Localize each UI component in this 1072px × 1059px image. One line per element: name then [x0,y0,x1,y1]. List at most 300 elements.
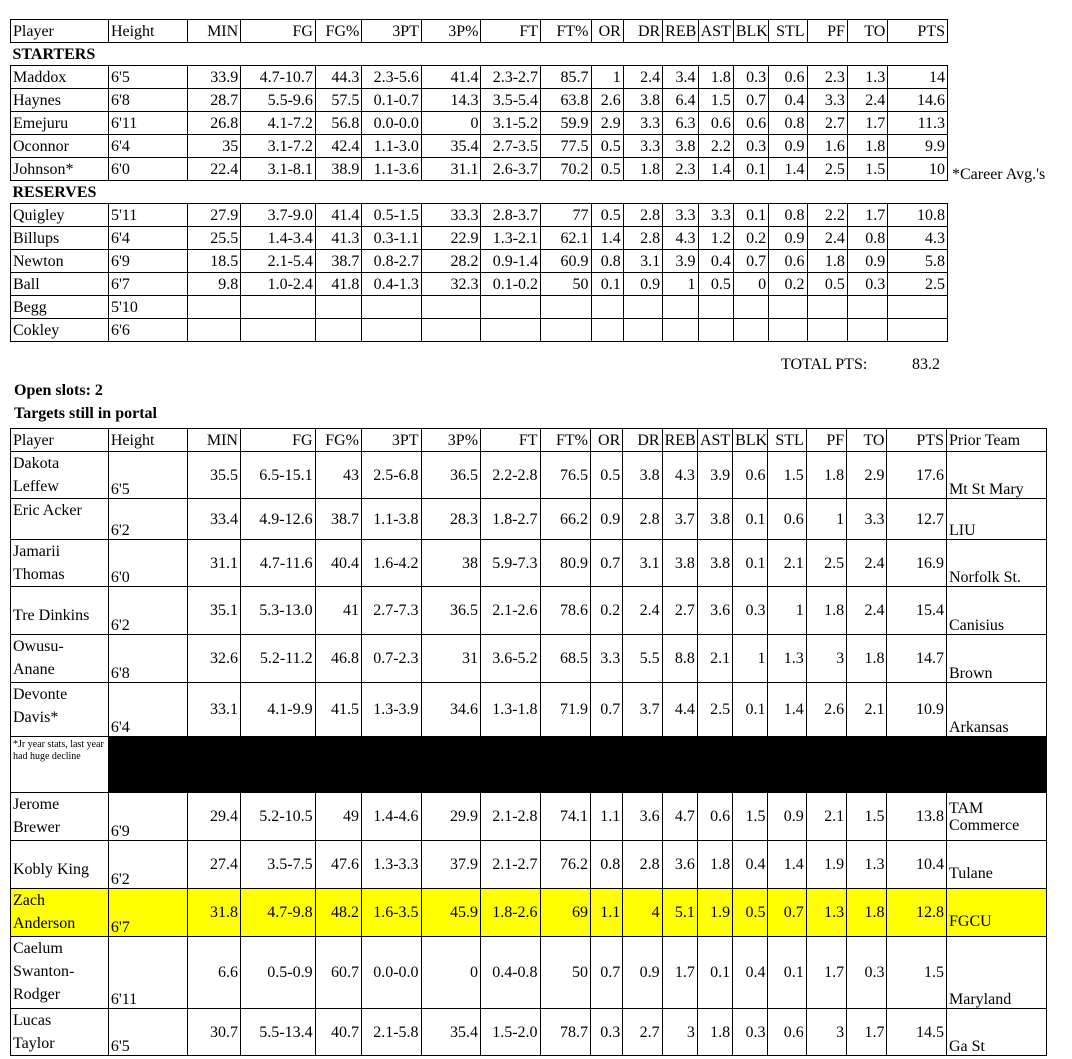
table-cell [591,319,623,342]
stat-cell: 0.5 [733,889,768,937]
stat-cell: 1.5 [847,793,887,841]
table-cell: 6'5 [108,66,187,89]
stat-cell: 2.1-2.7 [481,841,541,889]
stat-cell: 3.7 [662,499,697,540]
table-cell: 4.3 [888,227,948,250]
table-cell: 0.4 [698,250,733,273]
stat-cell: 3.8 [697,540,732,587]
stat-cell: 2.6 [806,683,846,737]
column-header: OR [591,20,623,43]
stat-cell: 0.2 [590,587,622,635]
stat-cell: 76.2 [540,841,590,889]
column-header: PF [806,429,846,452]
stat-cell: 1.4 [768,683,806,737]
table-cell: 0.9 [769,135,807,158]
stat-cell: 4.7-11.6 [240,540,315,587]
stat-cell: 2.1 [806,793,846,841]
open-slots: Open slots: 2 [14,382,103,399]
stat-cell: 16.9 [887,540,947,587]
column-header: BLK [733,429,768,452]
table-cell: 0.8 [769,204,807,227]
column-header: FG [241,20,316,43]
table-cell: 3.3 [663,204,698,227]
player-name-line: Lucas [13,1012,52,1029]
table-cell: 0.6 [769,66,807,89]
stat-cell: 33.1 [187,683,240,737]
stat-cell: 71.9 [540,683,590,737]
stat-cell: 78.7 [540,1009,590,1056]
stat-cell: 31.8 [187,889,240,937]
stat-cell: 29.4 [187,793,240,841]
player-name-line: Anderson [13,915,76,932]
footnote-text: *Jr year stats, last year had huge decline [11,737,109,793]
stat-cell: 41.5 [315,683,361,737]
stat-cell: 2.7 [623,1009,662,1056]
table-cell: 2.8-3.7 [481,204,541,227]
player-name: Begg [11,296,109,319]
table-cell: 5.5-9.6 [241,89,316,112]
header-row [11,429,1047,452]
player-name: Oconnor [11,135,109,158]
table-cell: 0.3-1.1 [362,227,422,250]
column-header: BLK [733,20,768,43]
table-cell: 0.3 [733,66,768,89]
player-height: 6'4 [108,683,187,737]
stat-cell: 66.2 [540,499,590,540]
stat-cell: 1.3 [806,889,846,937]
column-header: FT% [540,429,590,452]
table-row [11,135,948,158]
table-cell: 3.3 [623,112,662,135]
player-name-line: Swanton- [13,963,75,980]
reserves-section [11,181,948,204]
table-cell: 1.8 [698,66,733,89]
stat-cell: 0.1 [733,683,768,737]
table-cell: 2.7 [807,112,847,135]
table-cell: 3.4 [663,66,698,89]
table-cell: 0.3 [733,135,768,158]
prior-team: Canisius [947,587,1047,635]
table-cell: 70.2 [541,158,591,181]
table-cell [769,296,807,319]
redacted-bar [108,737,1046,793]
table-cell: 2.3-5.6 [362,66,422,89]
stat-cell: 15.4 [887,587,947,635]
player-name-line: Brewer [13,819,61,836]
stat-cell: 4.3 [662,452,697,499]
stat-cell: 1 [733,635,768,683]
table-cell: 41.3 [315,227,361,250]
table-cell: 85.7 [541,66,591,89]
table-cell: 3.8 [663,135,698,158]
stat-cell: 1.1 [590,793,622,841]
stat-cell: 28.3 [421,499,481,540]
stat-cell: 3.6 [697,587,732,635]
prior-team: Ga St [947,1009,1047,1056]
stat-cell: 29.9 [421,793,481,841]
prior-team-line [949,848,1044,865]
stat-cell: 2.5 [806,540,846,587]
table-cell: 60.9 [541,250,591,273]
column-header: AST [698,20,733,43]
table-cell: 0.9 [847,250,887,273]
column-header: TO [847,429,887,452]
stat-cell: 3.5-7.5 [240,841,315,889]
column-header: Player [11,20,109,43]
player-height: 6'8 [108,635,187,683]
table-cell [847,296,887,319]
table-cell: 22.9 [421,227,481,250]
player-name [11,1009,109,1056]
column-header: Height [108,20,187,43]
table-row [11,587,1047,635]
table-cell [663,319,698,342]
table-cell: 41.4 [421,66,481,89]
stat-cell: 14.7 [887,635,947,683]
table-cell [187,296,241,319]
player-name [11,683,109,737]
stat-cell: 5.9-7.3 [481,540,541,587]
player-name [11,889,109,937]
table-cell: 0.5 [591,204,623,227]
table-cell: 3.3 [623,135,662,158]
table-cell: 0.8 [769,112,807,135]
table-cell: 33.3 [421,204,481,227]
stat-cell: 10.9 [887,683,947,737]
player-name: Billups [11,227,109,250]
stat-cell: 3.6 [623,793,662,841]
table-cell: 1 [663,273,698,296]
prior-team-line [949,896,1044,913]
table-cell: 0.1-0.7 [362,89,422,112]
player-name [11,793,109,841]
stat-cell: 35.5 [187,452,240,499]
table-cell: 28.2 [421,250,481,273]
player-name-line: Leffew [13,478,59,495]
table-cell: 3.1-7.2 [241,135,316,158]
table-cell: 28.7 [187,89,241,112]
table-row [11,319,948,342]
stat-cell: 5.1 [662,889,697,937]
stat-cell: 3.3 [847,499,887,540]
player-name [11,587,109,635]
stat-cell: 1.3 [847,841,887,889]
stat-cell: 30.7 [187,1009,240,1056]
column-header: 3PT [362,20,422,43]
table-cell: 2.6-3.7 [481,158,541,181]
table-cell: 14 [888,66,948,89]
table-cell: 0.5 [591,158,623,181]
table-cell: 6'4 [108,227,187,250]
table-cell: 2.8 [623,204,662,227]
table-cell [481,296,541,319]
table-cell: 1.8 [623,158,662,181]
table-cell: 2.4 [623,66,662,89]
column-header: STL [769,20,807,43]
table-cell [362,319,422,342]
prior-team: Norfolk St. [947,540,1047,587]
column-header: PF [807,20,847,43]
player-name: Emejuru [11,112,109,135]
stat-cell: 41 [315,587,361,635]
table-cell: 26.8 [187,112,241,135]
table-row [11,227,948,250]
table-cell: 35 [187,135,241,158]
table-cell: 57.5 [315,89,361,112]
stat-cell: 2.1-2.8 [481,793,541,841]
table-cell: 2.8 [623,227,662,250]
stat-cell: 3.9 [697,452,732,499]
stat-cell: 12.7 [887,499,947,540]
stat-cell: 5.2-11.2 [240,635,315,683]
player-name [11,499,109,540]
table-row [11,937,1047,1009]
table-cell: 1.7 [847,112,887,135]
stat-cell: 3.1 [623,540,662,587]
table-cell: 9.8 [187,273,241,296]
player-name-line: Tre Dinkins [13,607,90,624]
player-name-line: Eric Acker [13,502,82,519]
table-row [11,112,948,135]
table-cell: 14.6 [888,89,948,112]
stat-cell: 2.8 [623,499,662,540]
stat-cell: 17.6 [887,452,947,499]
table-cell: 56.8 [315,112,361,135]
table-row [11,452,1047,499]
prior-team [947,793,1047,841]
prior-team: LIU [947,499,1047,540]
player-height: 6'9 [108,793,187,841]
stat-cell: 0.3 [590,1009,622,1056]
column-header: STL [768,429,806,452]
table-cell [847,319,887,342]
stat-cell: 3.6 [662,841,697,889]
table-cell: 1.8 [807,250,847,273]
table-cell: 2.6 [591,89,623,112]
table-cell: 3.1-8.1 [241,158,316,181]
column-header: AST [697,429,732,452]
stat-cell: 3 [806,1009,846,1056]
player-height: 6'11 [108,937,187,1009]
stat-cell: 4 [623,889,662,937]
player-height: 6'2 [108,587,187,635]
table-cell: 31.1 [421,158,481,181]
table-row [11,158,948,181]
prior-team-line: FGCU [949,912,992,930]
table-cell: 3.3 [698,204,733,227]
player-name-line: Taylor [13,1035,55,1052]
column-header: PTS [888,20,948,43]
table-cell: 1.3 [847,66,887,89]
prior-team: Mt St Mary [947,452,1047,499]
column-header: Height [108,429,187,452]
stat-cell: 0.7 [768,889,806,937]
player-name-line [13,522,106,539]
table-cell: 2.5 [888,273,948,296]
player-height: 6'0 [108,540,187,587]
stat-cell: 2.9 [847,452,887,499]
column-header: Prior Team [947,429,1047,452]
stat-cell: 0.4 [733,841,768,889]
table-cell: 1.4 [698,158,733,181]
stat-cell: 35.1 [187,587,240,635]
stat-cell: 1.8-2.6 [481,889,541,937]
stat-cell: 1.9 [697,889,732,937]
stat-cell: 1.8-2.7 [481,499,541,540]
table-cell: 5'10 [108,296,187,319]
stat-cell: 1.7 [662,937,697,1009]
stat-cell: 1.8 [697,1009,732,1056]
player-height: 6'2 [108,841,187,889]
targets-title: Targets still in portal [14,405,157,422]
column-header: DR [623,429,662,452]
player-name-line: Devonte [13,686,68,703]
table-cell: 6.3 [663,112,698,135]
stat-cell: 3 [662,1009,697,1056]
stat-cell: 1.4 [768,841,806,889]
player-name [11,452,109,499]
stat-cell: 0.9 [768,793,806,841]
stat-cell: 43 [315,452,361,499]
table-cell: 59.9 [541,112,591,135]
table-cell: 35.4 [421,135,481,158]
stat-cell: 3.8 [662,540,697,587]
table-cell: 0.7 [733,89,768,112]
table-cell: 77.5 [541,135,591,158]
table-cell [591,296,623,319]
stat-cell: 4.4 [662,683,697,737]
table-row [11,793,1047,841]
player-name: Quigley [11,204,109,227]
table-cell: 2.2 [807,204,847,227]
table-cell: 44.3 [315,66,361,89]
player-name-line [13,587,106,604]
table-cell: 6'9 [108,250,187,273]
stat-cell: 69 [540,889,590,937]
career-avg-note: *Career Avg.'s [952,166,1046,183]
table-cell [187,319,241,342]
table-cell: 4.1-7.2 [241,112,316,135]
table-cell: 0.6 [733,112,768,135]
stat-cell: 3.8 [623,452,662,499]
portal-targets-table [10,428,1047,1056]
column-header: OR [590,429,622,452]
table-cell [315,296,361,319]
stat-cell: 1.5 [733,793,768,841]
table-cell: 0.3 [847,273,887,296]
table-cell: 0.7 [733,250,768,273]
table-cell: 10 [888,158,948,181]
player-name-line [13,841,106,858]
stat-cell: 1.8 [847,889,887,937]
stat-cell: 2.1 [847,683,887,737]
table-cell: 62.1 [541,227,591,250]
table-cell: 1.4 [591,227,623,250]
stat-cell: 49 [315,793,361,841]
stat-cell: 1.6-3.5 [362,889,422,937]
stat-cell: 1.8 [806,452,846,499]
table-cell: 0.1-0.2 [481,273,541,296]
player-name-line: Jamarii [13,543,61,560]
player-name-line: Owusu- [13,638,64,655]
table-cell: 0.9 [623,273,662,296]
player-height: 6'2 [108,499,187,540]
stat-cell: 46.8 [315,635,361,683]
stat-cell: 0.9 [590,499,622,540]
player-name: Johnson* [11,158,109,181]
table-cell [421,319,481,342]
stat-cell: 0.4 [733,937,768,1009]
table-cell: 0 [421,112,481,135]
stat-cell: 4.1-9.9 [240,683,315,737]
column-header: MIN [187,20,241,43]
table-cell: 0.5 [591,135,623,158]
table-cell: 0.4 [769,89,807,112]
stat-cell: 1.7 [806,937,846,1009]
table-cell [733,296,768,319]
stat-cell: 40.7 [315,1009,361,1056]
prior-team [947,841,1047,889]
table-cell: 2.4 [847,89,887,112]
stat-cell: 0.1 [768,937,806,1009]
stat-cell: 5.5-13.4 [240,1009,315,1056]
column-header: MIN [187,429,240,452]
table-cell [888,319,948,342]
stat-cell: 0.1 [697,937,732,1009]
stat-cell: 60.7 [315,937,361,1009]
stat-cell: 3 [806,635,846,683]
total-pts-value: 83.2 [912,356,940,373]
stat-cell: 1.3-1.8 [481,683,541,737]
stat-cell: 2.2-2.8 [481,452,541,499]
stat-cell: 2.7 [662,587,697,635]
table-cell: 0 [733,273,768,296]
stat-cell: 14.5 [887,1009,947,1056]
stat-cell: 1.8 [847,635,887,683]
column-header: FT% [541,20,591,43]
player-name: Newton [11,250,109,273]
player-height: 6'5 [108,1009,187,1056]
table-cell: 0.4-1.3 [362,273,422,296]
stat-cell: 2.1 [768,540,806,587]
table-cell: 1.2 [698,227,733,250]
stat-cell: 80.9 [540,540,590,587]
table-cell: 11.3 [888,112,948,135]
table-cell [541,296,591,319]
column-header: PTS [887,429,947,452]
table-cell [362,296,422,319]
stat-cell: 1.1 [590,889,622,937]
stat-cell: 37.9 [421,841,481,889]
prior-team: Maryland [947,937,1047,1009]
player-name [11,937,109,1009]
column-header: 3PT [362,429,422,452]
prior-team-line: Commerce [949,816,1020,834]
table-cell: 0.9-1.4 [481,250,541,273]
table-cell: 25.5 [187,227,241,250]
column-header: REB [662,429,697,452]
stat-cell: 13.8 [887,793,947,841]
stat-cell: 1.5 [887,937,947,1009]
table-cell: 6'0 [108,158,187,181]
table-cell: 3.9 [663,250,698,273]
table-cell: 38.7 [315,250,361,273]
table-cell: 6.4 [663,89,698,112]
table-cell: 3.7-9.0 [241,204,316,227]
stat-cell: 76.5 [540,452,590,499]
starters-section-label: STARTERS [11,43,948,66]
stat-cell: 3.8 [697,499,732,540]
